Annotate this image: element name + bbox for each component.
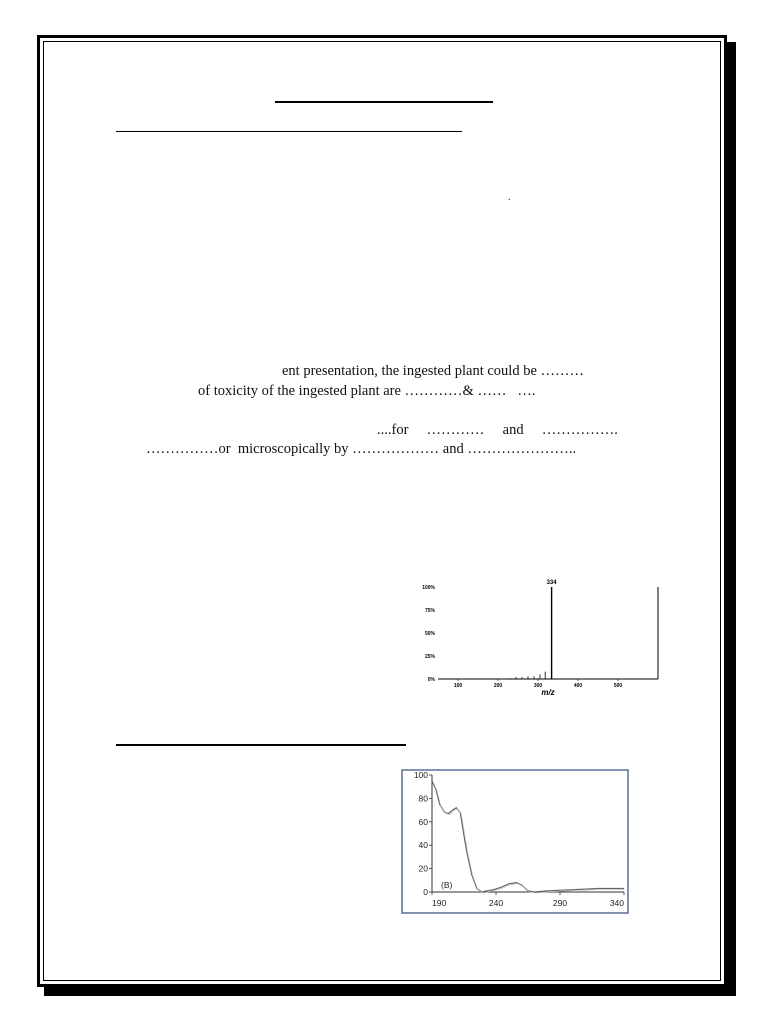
question-line-2: of toxicity of the ingested plant are …………& …… ….: [198, 383, 536, 399]
ms-x-tick-label: 400: [573, 683, 583, 689]
uv-x-tick-label: 240: [488, 898, 504, 908]
uv-y-tick-label: 20: [418, 863, 428, 874]
ms-peak-label: 334: [546, 580, 557, 586]
subtitle-underline: [116, 131, 462, 132]
section-underline: [116, 744, 406, 746]
ms-x-tick-label: 200: [493, 683, 503, 689]
ms-y-tick-label: 50%: [424, 631, 435, 637]
uv-x-tick-label: 340: [609, 898, 624, 908]
question-line-4: ……………or microscopically by ……………… and …………………..: [146, 441, 577, 457]
uv-x-tick-label: 190: [432, 898, 447, 908]
ms-y-tick-label: 25%: [424, 654, 435, 660]
uv-x-tick-label: 290: [552, 898, 568, 908]
uv-panel-label: (B): [441, 880, 453, 890]
mass-spectrum-chart: [398, 577, 668, 702]
ms-x-tick-label: 100: [453, 683, 463, 689]
question-line-1: ent presentation, the ingested plant could be ………: [282, 363, 585, 379]
uv-y-tick-label: 100: [413, 770, 428, 780]
mass-spectrum-svg: [398, 577, 668, 702]
ms-x-axis-label: m/z: [541, 688, 555, 697]
question-line-3: ....for ………… and …………….: [377, 422, 618, 438]
ms-y-tick-label: 75%: [424, 608, 435, 614]
uv-spectrum-chart: [398, 766, 632, 916]
stray-mark: .: [508, 192, 511, 203]
uv-spectrum-svg: [398, 766, 632, 916]
title-underline: [275, 101, 493, 103]
uv-y-tick-label: 0: [423, 887, 428, 897]
uv-y-tick-label: 60: [418, 816, 428, 827]
uv-y-tick-label: 80: [418, 793, 428, 804]
ms-x-tick-label: 500: [613, 683, 623, 689]
ms-y-tick-label: 100%: [422, 585, 435, 591]
ms-x-tick-label: 300: [533, 683, 543, 689]
ms-y-tick-label: 0%: [427, 677, 435, 683]
uv-y-tick-label: 40: [418, 840, 428, 851]
